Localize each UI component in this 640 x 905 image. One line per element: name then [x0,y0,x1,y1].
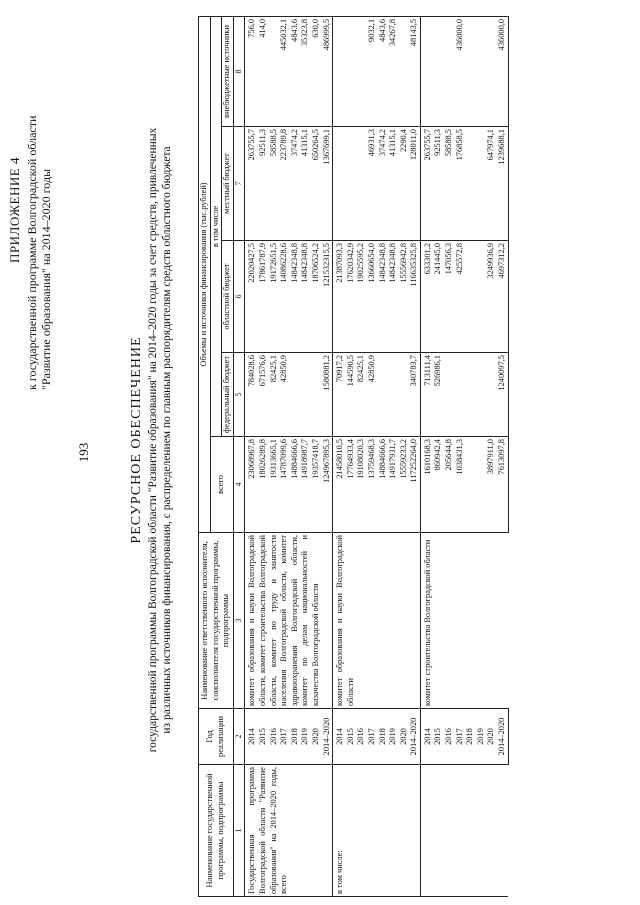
regional-cell: 14086228,6 [279,241,290,353]
total-cell: 14884666,6 [378,437,389,533]
col-number: 7 [233,127,245,241]
regional-cell: 15556942,8 [399,241,410,353]
local-cell: 650264,5 [311,127,322,241]
regional-cell: 18706524,2 [311,241,322,353]
local-cell: 1367699,1 [322,127,333,241]
table-row [388,16,399,896]
total-cell: 860942,4 [433,437,444,533]
year-cell: 2014–2020 [322,709,333,765]
year-cell: 2015 [346,709,357,765]
total-cell: 19357418,7 [311,437,322,533]
extra-cell: 35323,8 [300,16,311,126]
regional-cell: 121532315,5 [322,241,333,353]
table-row [300,16,311,896]
extra-cell [465,16,476,126]
table-row [333,16,346,896]
total-cell: 14884666,6 [290,437,301,533]
appendix-line: "Развитие образования" на 2014–2020 годы [39,168,53,390]
regional-cell: 425572,8 [455,241,466,353]
header-federal: федеральный бюджет [222,353,234,437]
local-cell: 92511,3 [433,127,444,241]
federal-cell: 671576,6 [258,353,269,437]
header-executor: Наименование ответственного исполнителя, соисполнителя государственной программы, подпрограммы [199,533,234,709]
page-number: 193 [76,442,91,463]
local-cell [356,127,367,241]
header-year: Год реализации [199,709,234,765]
federal-cell: 144590,5 [346,353,357,437]
year-cell: 2017 [455,709,466,765]
col-number: 1 [233,765,245,897]
table-row [290,16,301,896]
total-cell: 7613097,8 [497,437,508,533]
federal-cell [476,353,487,437]
local-cell: 176858,5 [455,127,466,241]
year-cell: 2019 [300,709,311,765]
table-row [465,16,476,896]
federal-cell [486,353,497,437]
local-cell: 46931,3 [367,127,378,241]
regional-cell: 241445,0 [433,241,444,353]
federal-cell: 42850,9 [367,353,378,437]
year-cell: 2018 [290,709,301,765]
regional-cell: 22020427,5 [245,241,258,353]
regional-cell: 21387093,3 [333,241,346,353]
local-cell [476,127,487,241]
total-cell [476,437,487,533]
extra-cell: 4843,6 [378,16,389,126]
local-cell: 37474,2 [290,127,301,241]
year-cell: 2014 [333,709,346,765]
regional-cell: 14842348,8 [300,241,311,353]
total-cell: 19108020,3 [356,437,367,533]
year-cell: 2014 [245,709,258,765]
year-cell: 2014 [420,709,433,765]
table-row [378,16,389,896]
year-cell: 2018 [378,709,389,765]
federal-cell: 70917,2 [333,353,346,437]
extra-cell [433,16,444,126]
extra-cell: 9032,1 [367,16,378,126]
program-name-cell: в том числе: [333,765,421,897]
regional-cell: 14842348,8 [388,241,399,353]
federal-cell: 713111,4 [420,353,433,437]
year-cell: 2019 [388,709,399,765]
year-cell: 2016 [444,709,455,765]
extra-cell: 436000,0 [455,16,466,126]
extra-cell [356,16,367,126]
year-cell: 2016 [356,709,367,765]
extra-cell: 4843,6 [290,16,301,126]
year-cell: 2016 [269,709,280,765]
table-row [346,16,357,896]
year-cell: 2019 [476,709,487,765]
regional-cell: 17861787,9 [258,241,269,353]
year-cell: 2017 [367,709,378,765]
executor-cell: комитет строительства Волгоградской области [420,533,508,709]
total-cell: 17764933,4 [346,437,357,533]
federal-cell [311,353,322,437]
extra-cell: 436000,0 [497,16,508,126]
local-cell: 58588,5 [269,127,280,241]
extra-cell: 34267,8 [388,16,399,126]
total-cell: 13759468,3 [367,437,378,533]
total-cell: 124967895,3 [322,437,333,533]
total-cell: 15559233,2 [399,437,410,533]
year-cell: 2015 [258,709,269,765]
total-cell: 1038431,3 [455,437,466,533]
extra-cell [476,16,487,126]
federal-cell: 784028,6 [245,353,258,437]
local-cell: 41315,1 [300,127,311,241]
table-row [269,16,280,896]
regional-cell [465,241,476,353]
regional-cell: 19172651,5 [269,241,280,353]
extra-cell: 445032,1 [279,16,290,126]
regional-cell: 633301,2 [420,241,433,353]
header-name: Наименование государственной программы, подпрограммы [199,765,234,897]
total-cell: 117252264,0 [409,437,420,533]
col-number: 5 [233,353,245,437]
extra-cell: 414,0 [258,16,269,126]
local-cell [346,127,357,241]
title-line: государственной программы Волгоградской области "Развитие образования" на 2014–2020 годы за счет средств, привлеченных [147,127,159,753]
year-cell: 2020 [399,709,410,765]
federal-cell [290,353,301,437]
regional-cell: 116635325,8 [409,241,420,353]
table-row [399,16,410,896]
table-row [497,16,508,896]
regional-cell: 3249936,9 [486,241,497,353]
year-cell: 2017 [279,709,290,765]
extra-cell: 756,0 [245,16,258,126]
federal-cell [388,353,399,437]
federal-cell [399,353,410,437]
local-cell: 1239688,1 [497,127,508,241]
total-cell: 14918987,7 [300,437,311,533]
col-number: 3 [233,533,245,709]
regional-cell: 14842348,8 [290,241,301,353]
federal-cell [455,353,466,437]
table-row [409,16,420,896]
program-name-cell [420,765,508,897]
year-cell: 2014–2020 [409,709,420,765]
col-number: 6 [233,241,245,353]
table-row [279,16,290,896]
local-cell: 128011,0 [409,127,420,241]
table-row [367,16,378,896]
regional-cell: 19025595,2 [356,241,367,353]
local-cell: 263755,7 [245,127,258,241]
year-cell: 2020 [311,709,322,765]
regional-cell [476,241,487,353]
total-cell: 18026289,8 [258,437,269,533]
appendix-block [8,30,53,390]
header-regional: областной бюджет [222,241,234,353]
extra-cell: 630,0 [311,16,322,126]
total-cell: 3897911,0 [486,437,497,533]
table-row [444,16,455,896]
local-cell: 263755,7 [420,127,433,241]
extra-cell [333,16,346,126]
federal-cell: 82425,1 [269,353,280,437]
total-cell: 23068967,8 [245,437,258,533]
table-row [245,16,258,896]
header-total: всего [210,437,233,533]
local-cell [465,127,476,241]
header-local: местный бюджет [222,127,234,241]
header-extra: внебюджетные источники [222,16,234,126]
total-cell: 205644,8 [444,437,455,533]
federal-cell: 340783,7 [409,353,420,437]
extra-cell: 48143,5 [409,16,420,126]
year-cell: 2018 [465,709,476,765]
federal-cell: 1580881,2 [322,353,333,437]
extra-cell [269,16,280,126]
year-cell: 2015 [433,709,444,765]
total-cell: 14917931,7 [388,437,399,533]
federal-cell [444,353,455,437]
table-row [311,16,322,896]
extra-cell [486,16,497,126]
table-row [258,16,269,896]
extra-cell [346,16,357,126]
appendix-line: к государственной программе Волгоградской области [25,115,39,390]
header-volumes: Объемы и источники финансирования (тыс.рублей) [199,16,211,532]
extra-cell: 486999,5 [322,16,333,126]
total-cell: 14787099,6 [279,437,290,533]
table-row [486,16,497,896]
extra-cell [420,16,433,126]
program-name-cell: Государственная программа Волгоградской области "Развитие образования" на 2014–2020 годы, всего [245,765,333,897]
total-cell: 19313665,1 [269,437,280,533]
title-main: РЕСУРСНОЕ ОБЕСПЕЧЕНИЕ [129,336,144,544]
regional-cell: 14842348,8 [378,241,389,353]
col-number: 4 [233,437,245,533]
table-row [433,16,444,896]
regional-cell: 13660654,0 [367,241,378,353]
federal-cell: 526986,1 [433,353,444,437]
local-cell: 2290,4 [399,127,410,241]
local-cell: 223789,8 [279,127,290,241]
regional-cell: 147056,3 [444,241,455,353]
resource-table [198,16,509,897]
federal-cell: 1240097,5 [497,353,508,437]
year-cell: 2014–2020 [497,709,508,765]
local-cell [333,127,346,241]
col-number: 8 [233,16,245,126]
federal-cell [378,353,389,437]
regional-cell: 4697312,2 [497,241,508,353]
local-cell: 58588,5 [444,127,455,241]
title-line: из различных источников финансирования, с распределением по главным распорядителям средств областного бюджета [161,146,173,734]
table-row [455,16,466,896]
local-cell: 647974,1 [486,127,497,241]
appendix-heading: ПРИЛОЖЕНИЕ 4 [7,157,22,263]
extra-cell [399,16,410,126]
table-row [476,16,487,896]
executor-cell: комитет образования и науки Волгоградской области [333,533,421,709]
table-body [245,16,508,896]
federal-cell: 82425,1 [356,353,367,437]
federal-cell [465,353,476,437]
federal-cell: 42850,9 [279,353,290,437]
total-cell: 21458010,5 [333,437,346,533]
header-including: в том числе [210,16,222,436]
document-title [130,0,174,880]
extra-cell [444,16,455,126]
local-cell: 41315,1 [388,127,399,241]
table-row [420,16,433,896]
table-row [322,16,333,896]
local-cell: 37474,2 [378,127,389,241]
executor-cell: комитет образования и науки Волгоградской области, комитет строительства Волгоградской области, комитет по труду и занятости населения Волгоградской области, комитет здравоохранения Волгоградской области, комитет по делам национальностей и казачества Волгоградской области [245,533,333,709]
col-number: 2 [233,709,245,765]
total-cell [465,437,476,533]
local-cell: 92511,3 [258,127,269,241]
regional-cell: 17620342,9 [346,241,357,353]
table-row [356,16,367,896]
year-cell: 2020 [486,709,497,765]
total-cell: 1610168,3 [420,437,433,533]
federal-cell [300,353,311,437]
